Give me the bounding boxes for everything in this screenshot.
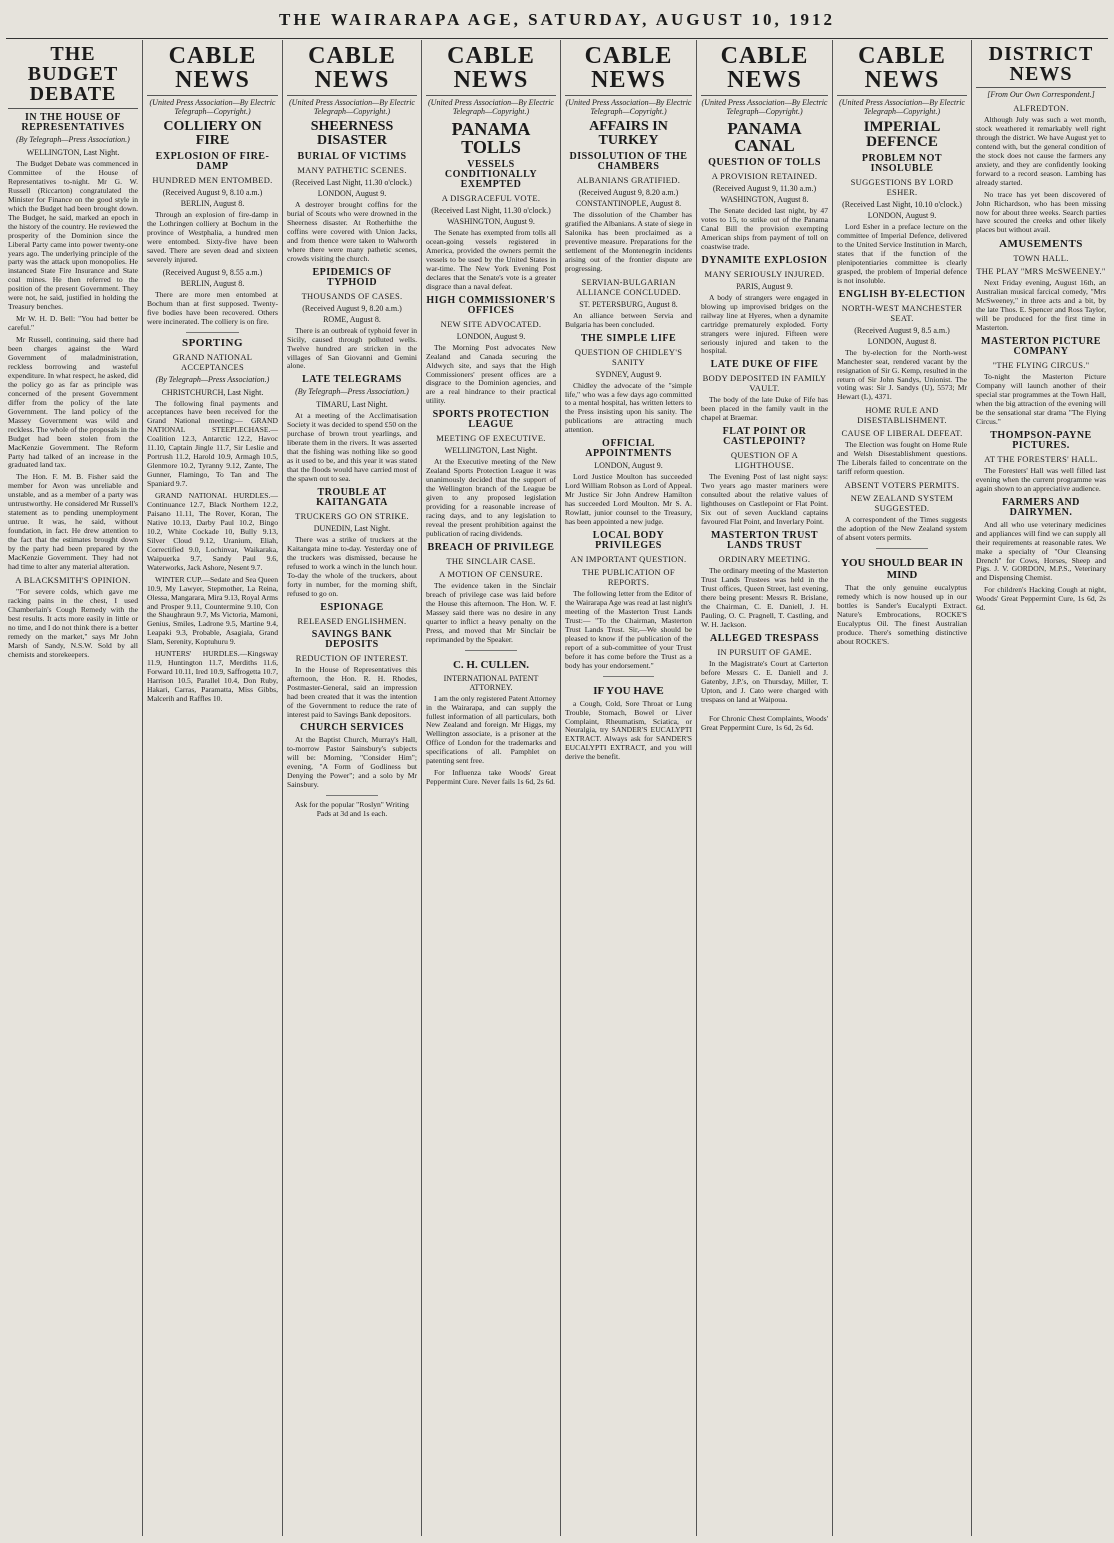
article-paragraph: GRAND NATIONAL HURDLES.—Continuance 12.7, Black Northern 12.2, Paisano 11.11, The Rover, Koran, The Native 10.13, Darby Paul 10.2, Bingo 10.2, White Cockade 10, Bully 9.13, Silver Cloud 9.12, Uranium, Eliah, Correctified 9.0, Lochinvar, Waikaraka, Waipuerka 9.7, Sandy Paul 9.6, Waterworks, Jack Ashore, Nesent 9.7.: [147, 491, 278, 572]
dateline: BERLIN, August 8.: [180, 278, 245, 288]
column-budget-debate: [4, 40, 143, 1536]
headline-panama-canal: PANAMA CANAL: [727, 119, 802, 155]
headline-church-services: CHURCH SERVICES: [299, 722, 405, 734]
dek: (United Press Association—By Electric Telegraph—Copyright.): [839, 98, 965, 116]
headline-sheerness: SHEERNESS DISASTER: [310, 119, 394, 148]
article-paragraph: The dissolution of the Chamber has gratified the Albanians. A state of siege in Salonika has been proclaimed as a preventive measure. Preparations for the settlement of the Montenegrin incidents arising out of the frontier dispute are progressing.: [565, 210, 692, 273]
advertisement-title: IF YOU HAVE: [593, 684, 664, 697]
received-line: (Received Last Night, 10.10 o'clock.): [842, 200, 962, 209]
subhead: ORDINARY MEETING.: [718, 554, 811, 565]
article-paragraph: The following final payments and acceptances have been received for the Grand National meeting:— GRAND NATIONAL STEEPLECHASE.—Coalition 12.3, Antarctic 12.2, Havoc 11.10, Captain Jingle 11.7, Sir Leslie and Portrush 11.2, Harold 10.9, Armagh 10.5, Glenmore 10.2, Tyranny 9.12, Zante, The Gunner, Flamingo, To Tan and The Spaniard 9.7.: [147, 398, 278, 489]
headline-farmers-dairymen: FARMERS AND DAIRYMEN.: [1002, 496, 1080, 518]
article-paragraph: The body of the late Duke of Fife has been placed in the family vault in the chapel at Braemar.: [701, 395, 828, 423]
subhead: ALFREDTON.: [1013, 103, 1069, 113]
subhead: GRAND NATIONAL ACCEPTANCES: [172, 351, 253, 372]
advertisement: Ask for the popular "Roslyn" Writing Pads at 3d and 1s each.: [295, 800, 409, 819]
article-paragraph: No trace has yet been discovered of John Richardson, who has been missing now for about three weeks. Search parties have scoured the creeks and other likely places but without avail.: [976, 189, 1106, 235]
column-cable-news-2: [283, 40, 422, 1536]
article-paragraph: The following letter from the Editor of the Wairarapa Age was read at last night's meeting of the Masterton Trust Lands Trust:— "To the Chairman, Masterton Trust Lands Trust. Sir,—We should be pleased to know if the publication of the report of a sub-committee of your Trust before it has come before the Trust as a body has your endorsement.": [565, 589, 692, 670]
dateline: ROME, August 8.: [323, 314, 381, 324]
headline-local-body-privileges: LOCAL BODY PRIVILEGES: [592, 530, 665, 552]
divider: [8, 108, 138, 109]
dateline: PARIS, August 9.: [736, 281, 793, 291]
article-paragraph: The ordinary meeting of the Masterton Trust Lands Trustees was held in the Trust offices, Queen Street, last evening, there being present: Messrs R. Brislane, the Chairman, C. E. Daniell, J. H. Pauling, O. C. Pragnell, T. Castling, and W. H. Jackson.: [701, 566, 828, 629]
dateline: CONSTANTINOPLE, August 8.: [575, 199, 682, 208]
dek: (United Press Association—By Electric Telegraph—Copyright.): [289, 98, 415, 116]
dateline: CHRISTCHURCH, Last Night.: [161, 387, 264, 397]
headline-typhoid: EPIDEMICS OF TYPHOID: [312, 266, 392, 288]
dek: (United Press Association—By Electric Telegraph—Copyright.): [565, 98, 692, 116]
headline-high-commissioner: HIGH COMMISSIONER'S OFFICES: [426, 294, 556, 316]
column-cable-news-5: [697, 40, 833, 1536]
subhead: NEW ZEALAND SYSTEM SUGGESTED.: [850, 493, 954, 514]
subhead: MANY SERIOUSLY INJURED.: [704, 268, 825, 279]
article-paragraph: Although July was such a wet month, stock weathered it remarkably well right through the district. We have August yet to contend with, but the general condition of the stock does not cause the farmers any anxiety, and they are confidently looking forward to a record season. Lambing has already started.: [976, 115, 1107, 187]
article-paragraph: Mr Russell, continuing, said there had been charges against the Ward Government of maladministration, reckless borrowing and wasteful expenditure. In what respect, he asked, did the policy go as far as principle was concerned of the present Government differ from the policy of the late Government. The land policy of the Massey Government was wild and reckless. The whole of the proposals in the Budget had been stolen from the MacKenzie Government. The Reform Party had talked of an increase in the graduated land tax.: [8, 335, 138, 470]
subhead: TRUCKERS GO ON STRIKE.: [295, 511, 409, 522]
dateline: LONDON, August 9.: [317, 189, 387, 198]
column-cable-news-4: [561, 40, 697, 1536]
headline-sporting: SPORTING: [181, 336, 244, 349]
divider: [876, 548, 928, 549]
headline-cable-news: CABLE NEWS: [837, 44, 967, 96]
headline-cable-news: CABLE NEWS: [426, 44, 556, 96]
article-paragraph: The by-election for the North-west Manchester seat, rendered vacant by the resignation of Sir G. Kemp, resulted in the return of Sir John Sandys, Unionist. The voting was: Sir J. Sandys (U), 5573; Mr Hewart (L), 4371.: [837, 347, 967, 402]
headline-savings-bank: SAVINGS BANK DEPOSITS: [311, 628, 393, 650]
advertisement-text: For children's Hacking Cough at night, Woods' Great Peppermint Cure, 1s 6d, 2s 6d.: [976, 585, 1106, 613]
subhead: BURIAL OF VICTIMS: [297, 151, 407, 162]
advertisement-title: C. H. CULLEN.: [452, 658, 530, 671]
headline-official-appointments: OFFICIAL APPOINTMENTS: [585, 438, 672, 460]
article-paragraph: The Senate has exempted from tolls all ocean-going vessels registered in America, provided the owners permit the vessels to be used by the United States in war-time. The New York Evening Post declares that the Senate's vote is a greater disgrace than a naval defeat.: [426, 228, 556, 291]
received-line: (Received August 9, 8.55 a.m.): [162, 267, 263, 277]
article-paragraph: At a meeting of the Acclimatisation Society it was decided to spend £50 on the purchase of brown trout yearlings, and liberate them in the rivers. It was asserted that the fishing was nothing like so good as it used to be, and this year it was stated that the floods would have carried most of the spawn out to sea.: [287, 411, 417, 484]
divider: [326, 795, 378, 796]
subhead: THOUSANDS OF CASES.: [301, 290, 403, 301]
dateline: LONDON, August 9.: [594, 461, 663, 471]
headline-dynamite-explosion: DYNAMITE EXPLOSION: [701, 254, 828, 266]
article-paragraph: An alliance between Servia and Bulgaria has been concluded.: [565, 310, 692, 329]
article-paragraph: Through an explosion of fire-damp in the Lothringen colliery at Bochum in the province of Westphalia, a hundred men were entombed. Sixty-five have been saved. There are seven dead and sixteen severely injured.: [147, 210, 278, 264]
dateline: WELLINGTON, Last Night.: [26, 148, 120, 157]
received-line: (Received August 9, 8.5 a.m.): [854, 325, 950, 335]
subhead: TOWN HALL.: [1013, 253, 1069, 264]
subhead: PROBLEM NOT INSOLUBLE: [861, 153, 943, 174]
dateline: TIMARU, Last Night.: [316, 400, 388, 410]
subhead: BODY DEPOSITED IN FAMILY VAULT.: [702, 373, 827, 394]
divider: [603, 676, 654, 677]
headline-cable-news: CABLE NEWS: [701, 44, 828, 96]
article-paragraph: Next Friday evening, August 16th, an Australian musical farcical comedy, "Mrs McSweeney," in three acts and a bit, by the late Thos. E. Spencer and Ross Taylor, will be produced for the first time in Masterton.: [976, 278, 1106, 333]
column-cable-news-1: [143, 40, 283, 1536]
article-paragraph: HUNTERS' HURDLES.—Kingsway 11.9, Huntington 11.7, Merdiths 11.6, Forward 10.11, Ired 10.9, Saffrogetta 10.7, Harrison 10.5, Parallel 10.4, Don Ruby, Hakari, Carras, Paramatta, Miss Gibbs, Malcerih and Raffles 10.: [147, 649, 278, 704]
headline-alleged-trespass: ALLEGED TRESPASS: [709, 632, 820, 644]
headline-budget-debate: THE BUDGET DEBATE: [27, 43, 119, 105]
column-district-news: [972, 40, 1110, 1536]
headline-district-news: DISTRICT NEWS: [976, 44, 1106, 88]
subhead: THE SINCLAIR CASE.: [446, 555, 536, 566]
dateline: WELLINGTON, Last Night.: [444, 446, 538, 456]
subhead: DISSOLUTION OF THE CHAMBERS: [569, 151, 688, 172]
subhead: QUESTION OF CHIDLEY'S SANITY: [574, 346, 683, 367]
headline-duke-of-fife: LATE DUKE OF FIFE: [710, 359, 819, 371]
column-cable-news-3: [422, 40, 561, 1536]
article-paragraph: WINTER CUP.—Sedate and Sea Queen 10.9, My Lawyer, Stepmother, La Reina, Olessa, Mangarara, Mira 9.13, Royal Arms and Prosper 9.11, Countermine 9.10, Con the Shaughraun 9.7, Ms Victoria, Mamoni, Genius, Smiles, Ladrone 9.5, Martine 9.4, Leapaki 9.3, Probable, Asagiala, Grand Slam, Serenity, Koptuhuru 9.: [147, 574, 278, 647]
subhead: HUNDRED MEN ENTOMBED.: [152, 175, 273, 185]
subhead: A PROVISION RETAINED.: [711, 171, 818, 181]
advertisement-text: And all who use veterinary medicines and appliances will find we can supply all their requirements at reasonable rates. We make a specialty of "Our Cleansing Drench" for Cows, Horses, Sheep and Pigs. J. V. GORDON, M.P.S., Veterinary and Dispensing Chemist.: [976, 519, 1106, 583]
divider: [739, 709, 790, 710]
article-paragraph: The Senate decided last night, by 47 votes to 15, to strike out of the Panama Canal Bill the provision exempting American ships from payment of toll on coastwise trade.: [701, 206, 828, 251]
advertisement-title: YOU SHOULD BEAR IN MIND: [841, 557, 963, 582]
advertisement-text: a Cough, Cold, Sore Throat or Lung Trouble, Stomach, Bowel or Liver Complaint, Rheumatism, Sciatica, or Neuralgia, try SANDER'S EUCALYPTI EXTRACT. Always ask for SANDER'S EUCALYPTI EXTRACT, and you will derive the benefit.: [565, 698, 692, 762]
article-paragraph: At the Executive meeting of the New Zealand Sports Protection League it was unanimously decided that the support of the Wellington branch of the League be given to any proposed legislation providing for a reasonable increase of racing days, and to any legislation to reveal the present prohibition against the publication of racing dividends.: [426, 457, 556, 538]
dateline: WASHINGTON, August 9.: [447, 217, 535, 226]
subhead: CAUSE OF LIBERAL DEFEAT.: [841, 428, 963, 439]
received-line: (Received August 9, 8.20 a.m.): [302, 303, 402, 313]
subhead: NEW SITE ADVOCATED.: [440, 318, 542, 329]
headline-cable-news: CABLE NEWS: [565, 44, 692, 96]
article-paragraph: There was a strike of truckers at the Kaitangata mine to-day. Yesterday one of the truckers was dismissed, because he refused to work a winch in the lunch hour. To-day the whole of the truckers, about forty in number, for the morning shift, refused to go on.: [287, 535, 417, 598]
article-paragraph: The Foresters' Hall was well filled last evening when the current programme was again shown to an appreciative audience.: [976, 465, 1106, 493]
dateline: LONDON, August 9.: [867, 211, 937, 220]
subhead: QUESTION OF A LIGHTHOUSE.: [730, 450, 799, 471]
column-cable-news-6: [833, 40, 972, 1536]
subhead: THE PUBLICATION OF REPORTS.: [582, 567, 675, 588]
article-paragraph: There is an outbreak of typhoid fever in Sicily, caused through polluted wells. Twelve hundred are stricken in the villages of San Giovanni and Gemini alone.: [287, 325, 417, 371]
headline-late-telegrams: LATE TELEGRAMS: [302, 374, 402, 386]
article-paragraph: To-night the Masterton Picture Company will launch another of their special star programmes at the Town Hall, when the big attraction of the evening will be the sensational star drama "The Flying Circus.": [976, 372, 1106, 426]
headline-kaitangata: TROUBLE AT KAITANGATA: [316, 487, 388, 509]
subhead: SERVIAN-BULGARIAN ALLIANCE CONCLUDED.: [576, 276, 681, 297]
subhead: MANY PATHETIC SCENES.: [297, 165, 407, 175]
received-line: (Received Last Night, 11.30 o'clock.): [431, 206, 551, 215]
article-paragraph: Lord Justice Moulton has succeeded Lord William Robson as Lord of Appeal. Mr Justice Sir John Andrew Hamilton has succeeded Lord Moulton. Mr S. A. Rowlatt, junior counsel to the Treasury, has been appointed a new judge.: [565, 472, 692, 527]
headline-panama-tolls: PANAMA TOLLS: [451, 119, 531, 157]
headline-amusements: AMUSEMENTS: [999, 238, 1083, 251]
subhead: A BLACKSMITH'S OPINION.: [15, 574, 131, 585]
subhead: ALBANIANS GRATIFIED.: [576, 175, 681, 185]
masthead-title: THE WAIRARAPA AGE, SATURDAY, AUGUST 10, 1912: [279, 10, 835, 29]
dateline: BERLIN, August 8.: [180, 199, 245, 208]
dateline: LONDON, August 9.: [456, 331, 526, 341]
received-line: (Received Last Night, 11.30 o'clock.): [292, 178, 412, 187]
headline-imperial-defence: IMPERIAL DEFENCE: [863, 119, 941, 150]
article-paragraph: A body of strangers were engaged in blowing up improvised bridges on the railway line at Hyeres, when a dynamite cartridge prematurely exploded. Forty strangers were injured. Fifteen were seriously injured and taken to the hospital.: [701, 292, 828, 356]
article-paragraph: At the Baptist Church, Murray's Hall, to-morrow Pastor Sainsbury's subjects will be: Morning, "Consider Him"; evening, "A Form of Godliness but Denying the Power"; and a solo by Mr Sainsbury.: [287, 735, 417, 790]
dek: (By Telegraph—Press Association.): [16, 135, 130, 144]
dateline: SYDNEY, August 9.: [595, 369, 662, 379]
advertisement-subtitle: INTERNATIONAL PATENT ATTORNEY.: [443, 673, 539, 692]
subhead: AT THE FORESTERS' HALL.: [984, 453, 1098, 464]
subhead: HOME RULE AND DISESTABLISHMENT.: [857, 405, 947, 426]
dek: (By Telegraph—Press Association.): [295, 387, 409, 397]
article-paragraph: The evidence taken in the Sinclair breach of privilege case was laid before the House this afternoon. The Hon. W. F. Massey said there was no desire in any quarter to inflict a heavy penalty on the Press, and moved that Mr Sinclair be reprimanded by the Speaker.: [426, 580, 556, 644]
headline-sports-league: SPORTS PROTECTION LEAGUE: [432, 409, 550, 431]
article-paragraph: In the Magistrate's Court at Carterton before Messrs C. E. Daniell and J. Gatenby, J.P.'s, on Thursday, Miller, T. Upton, and J. Cato were charged with trespass on land at Waipoua.: [701, 658, 828, 704]
article-paragraph: There are more men entombed at Bochum than at first supposed. Twenty-five bodies have been recovered. Others were incinerated. The colliery is on fire.: [147, 289, 278, 326]
dek: (United Press Association—By Electric Telegraph—Copyright.): [149, 98, 276, 116]
subhead: NORTH-WEST MANCHESTER SEAT.: [841, 302, 963, 323]
headline-flat-point: FLAT POINT OR CASTLEPOINT?: [722, 426, 807, 448]
subhead: SUGGESTIONS BY LORD ESHER.: [850, 177, 954, 197]
subhead: "THE FLYING CIRCUS.": [992, 360, 1090, 371]
subhead: A MOTION OF CENSURE.: [439, 568, 543, 579]
received-line: (Received August 9, 8.10 a.m.): [162, 188, 263, 197]
headline-picture-company: MASTERTON PICTURE COMPANY: [981, 336, 1101, 358]
article-paragraph: Chidley the advocate of the "simple life," who was a few days ago committed to a mental hospital, has written letters to the Press insisting upon his sanity. The publications are attracting much attention.: [565, 380, 692, 435]
article-paragraph: The Budget Debate was commenced in Committee of the House of Representatives to-night. Mr G. W. Russell (Riccarton) congratulated the Minister for Finance on the good style in which the Budget had been brought down. The Budget, he said, marked an epoch in the history of the country. He reviewed the prosperity of the Dominion since the Liberal Party came into power twenty-one years ago. The underlying principle of the party was the attack upon monopolies. He instanced State Fire Insurance and State coal mines. He then referred to the position of the present Government. They were not, he said, justified in holding the Treasury benches.: [8, 159, 138, 312]
dek: [From Our Own Correspondent.]: [987, 90, 1095, 99]
subhead: ABSENT VOTERS PERMITS.: [844, 480, 960, 491]
received-line: (Received August 9, 11.30 a.m.): [712, 184, 817, 193]
masthead-rule: [6, 38, 1108, 39]
subhead: EXPLOSION OF FIRE-DAMP: [155, 151, 270, 172]
article-paragraph: The Hon. F. M. B. Fisher said the member for Avon was unreliable and unstable, and as a member of a party was untrustworthy. He considered Mr Russell's statement as to pending unemployment untrue. It was, he said, without foundation, in fact. He drew attention to the fact that the estimates brought down by the party had been prepared by the MacKenzie Government. They had not had time to alter any material alteration.: [8, 472, 138, 571]
divider: [465, 650, 517, 651]
headline-thompson-payne: THOMPSON-PAYNE PICTURES.: [990, 429, 1092, 451]
subhead: AN IMPORTANT QUESTION.: [570, 554, 687, 565]
subhead: IN PURSUIT OF GAME.: [717, 646, 812, 657]
advertisement-text: That the only genuine eucalyptus remedy which is now housed up in our bottles is Sander's Eucalypti Extract. Nature's Embrocations, ROCKE'S Eucalyptus Oil. The finest Australian produce. There's something distinctive about ROCKE'S.: [837, 583, 967, 646]
advertisement-text: I am the only registered Patent Attorney in the Wairarapa, and can supply the fullest information of all particulars, both New Zealand and foreign. Mr Higgs, my Wellington associate, is a prisoner at the Office of London for the trademarks and specifications of all. Pamphlet on patenting sent free.: [426, 693, 556, 766]
article-paragraph: Mr W. H. D. Bell: "You had better be careful.": [8, 314, 138, 333]
headline-by-election: ENGLISH BY-ELECTION: [838, 288, 966, 300]
dateline: LONDON, August 8.: [867, 336, 937, 346]
article-paragraph: "For severe colds, which gave me racking pains in the chest, I used Chamberlain's Cough Remedy with the best results. It acts more easily in little or no time, and I do not think there is a better remedy on the market," says Mr John Marsh of Sandy, N.S.W. Sold by all chemists and storekeepers.: [8, 586, 138, 659]
subhead: RELEASED ENGLISHMEN.: [297, 615, 407, 626]
headline-espionage: ESPIONAGE: [320, 601, 384, 613]
article-paragraph: A correspondent of the Times suggests the adoption of the New Zealand system of absent voters permits.: [837, 515, 967, 543]
advertisement-text: For Influenza take Woods' Great Peppermint Cure. Never fails 1s 6d, 2s 6d.: [426, 768, 556, 787]
article-paragraph: The Election was fought on Home Rule and Welsh Disestablishment questions. The Liberals failed to concentrate on the tariff reform question.: [837, 440, 967, 477]
dek: (United Press Association—By Electric Telegraph—Copyright.): [428, 98, 554, 116]
subhead: A DISGRACEFUL VOTE.: [441, 193, 541, 203]
article-paragraph: Lord Esher in a preface lecture on the committee of Imperial Defence, delivered to the United Service Institution in March, states that if the function of the plenipotentiaries committee is clearly grasped, the problem of Imperial defence is not insoluble.: [837, 222, 967, 285]
headline-cable-news: CABLE NEWS: [147, 44, 278, 96]
advertisement-text: For Chronic Chest Complaints, Woods' Great Peppermint Cure, 1s 6d, 2s 6d.: [701, 714, 828, 733]
headline-simple-life: THE SIMPLE LIFE: [580, 332, 677, 344]
headline-affairs-in-turkey: AFFAIRS IN TURKEY: [589, 119, 668, 148]
subhead: IN THE HOUSE OF REPRESENTATIVES: [21, 112, 125, 133]
article-paragraph: In the House of Representatives this afternoon, the Hon. R. H. Rhodes, Postmaster-General, said an impression had been created that it was the intention of the Government to reduce the rate of interest paid to Savings Bank depositors.: [287, 664, 417, 719]
dateline: WASHINGTON, August 8.: [720, 195, 809, 204]
headline-trust-lands: MASTERTON TRUST LANDS TRUST: [710, 530, 819, 552]
dek: (United Press Association—By Electric Telegraph—Copyright.): [701, 98, 828, 116]
dateline: ST. PETERSBURG, August 8.: [579, 299, 678, 309]
article-paragraph: A destroyer brought coffins for the burial of Scouts who were drowned in the Sheerness disaster. At Rotherhithe the coffins were covered with Union Jacks, and from thence were taken to Walworth where there were many pathetic scenes, crowds visiting the church.: [287, 200, 417, 263]
subhead: VESSELS CONDITIONALLY EXEMPTED: [444, 159, 538, 190]
article-paragraph: The Morning Post advocates New Zealand and Canada securing the Aldwych site, and says that the High Commissioners' present offices are a disgrace to the Dominion agencies, and are a real hindrance to their practical utility.: [426, 342, 556, 406]
article-paragraph: The Evening Post of last night says: Two years ago master mariners were consulted about the relative values of lighthouses on Castlepoint or Flat Point. Six out of seven Auckland captains favoured Flat Point, and Inverlary Point.: [701, 472, 828, 527]
divider: [186, 332, 238, 333]
subhead: QUESTION OF TOLLS: [708, 157, 821, 168]
subhead: THE PLAY "MRS McSWEENEY.": [976, 266, 1106, 277]
headline-breach-of-privilege: BREACH OF PRIVILEGE: [427, 541, 555, 553]
headline-colliery: COLLIERY ON FIRE: [163, 119, 262, 148]
received-line: (Received August 9, 8.20 a.m.): [578, 188, 679, 197]
dateline: DUNEDIN, Last Night.: [313, 524, 391, 534]
subhead: REDUCTION OF INTEREST.: [295, 652, 409, 663]
dek: (By Telegraph—Press Association.): [155, 374, 270, 384]
subhead: MEETING OF EXECUTIVE.: [436, 433, 546, 444]
headline-cable-news: CABLE NEWS: [287, 44, 417, 96]
